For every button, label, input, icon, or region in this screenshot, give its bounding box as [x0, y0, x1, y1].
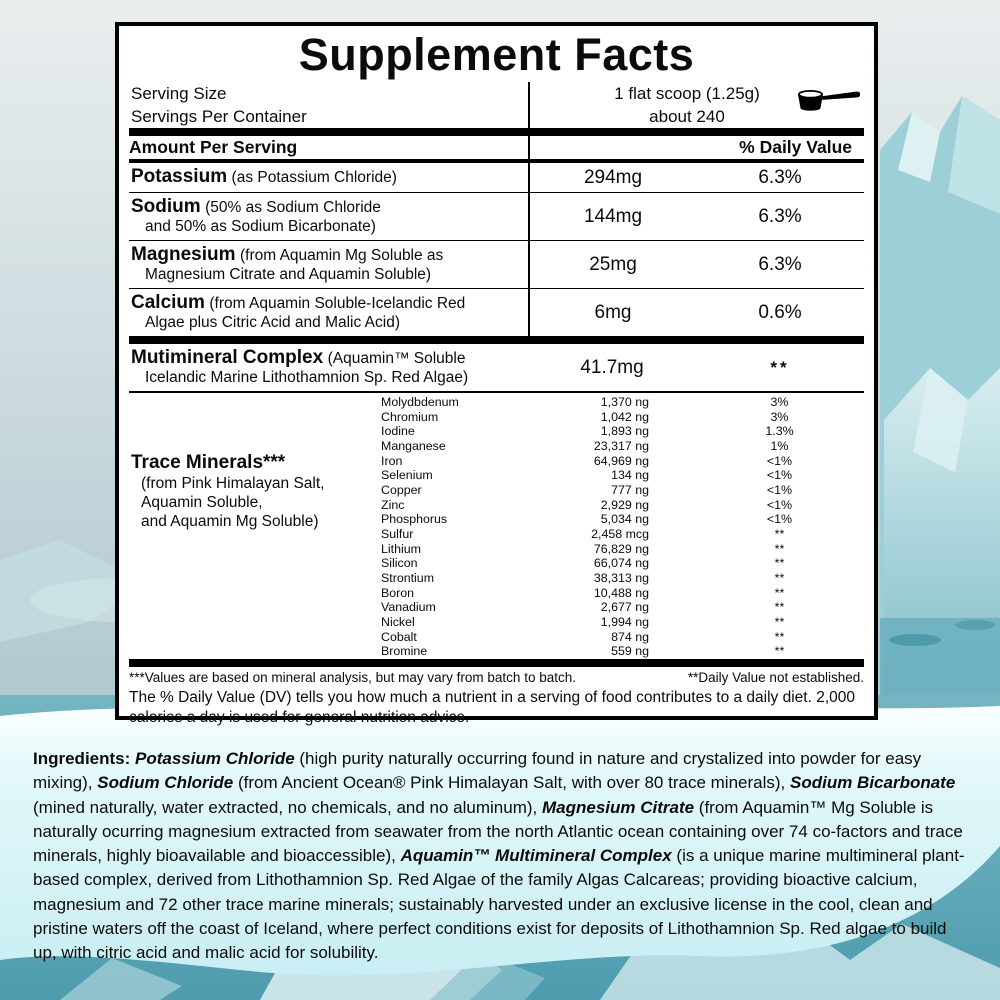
trace-mineral-daily-value: <1%	[766, 482, 793, 497]
servings-per-container-label: Servings Per Container	[131, 106, 307, 126]
trace-minerals-heading: Trace Minerals***	[131, 452, 286, 473]
nutrient-amount: 6mg	[528, 289, 696, 336]
trace-mineral-amount: 76,829 ng	[593, 541, 649, 556]
complex-daily-value: **	[770, 357, 790, 377]
footnote-row	[129, 667, 864, 686]
nutrient-row	[129, 163, 864, 193]
trace-mineral-amount: 2,929 ng	[600, 497, 649, 512]
trace-mineral-daily-value: **	[774, 629, 785, 644]
trace-mineral-daily-value: 3%	[770, 395, 789, 409]
trace-mineral-row	[381, 483, 864, 498]
nutrient-source-detail-line2: Algae plus Citric Acid and Malic Acid)	[145, 314, 401, 331]
nutrient-daily-value: 0.6%	[758, 301, 802, 323]
ingredients-text-segment: Magnesium Citrate	[541, 797, 695, 817]
trace-minerals-label-block	[129, 393, 381, 659]
trace-mineral-row	[381, 542, 864, 557]
nutrient-daily-value: 6.3%	[758, 166, 802, 188]
trace-mineral-daily-value: **	[774, 556, 785, 571]
scoop-icon	[790, 86, 862, 113]
trace-mineral-amount: 23,317 ng	[593, 438, 649, 453]
multimineral-complex-row	[129, 344, 864, 391]
trace-mineral-daily-value: **	[774, 614, 785, 629]
trace-mineral-amount: 38,313 ng	[593, 570, 649, 585]
ingredients-text-segment: (mined naturally, water extracted, no chemicals, and no aluminum),	[33, 797, 542, 817]
trace-mineral-daily-value: <1%	[766, 497, 793, 512]
nutrient-name-cell	[129, 193, 528, 240]
trace-mineral-row	[381, 615, 864, 630]
trace-mineral-amount: 1,042 ng	[600, 409, 649, 424]
nutrient-name-cell	[129, 163, 528, 192]
serving-size-label: Serving Size	[131, 83, 227, 103]
trace-mineral-row	[381, 498, 864, 513]
nutrient-source-detail: (50% as Sodium Chloride	[205, 199, 381, 216]
table-header-row	[129, 136, 864, 159]
trace-mineral-name: Zinc	[381, 497, 405, 512]
trace-mineral-name: Nickel	[381, 614, 415, 629]
trace-mineral-amount: 66,074 ng	[593, 556, 649, 571]
ingredients-text-segment: (from Ancient Ocean® Pink Himalayan Salt, with over 80 trace minerals),	[233, 773, 790, 793]
trace-mineral-row	[381, 395, 864, 410]
trace-mineral-name: Selenium	[381, 468, 433, 483]
trace-mineral-name: Iron	[381, 453, 403, 468]
trace-mineral-amount: 1,370 ng	[600, 395, 649, 409]
trace-mineral-name: Sulfur	[381, 526, 414, 541]
trace-mineral-name: Bromine	[381, 644, 428, 659]
ingredients-text-segment: Potassium Chloride	[135, 749, 295, 768]
nutrient-row	[129, 241, 864, 289]
trace-mineral-daily-value: <1%	[766, 453, 793, 468]
ingredients-text-segment: (from Aquamin™ Mg Soluble is naturally ocurring magnesium extracted from seawater from the north Atlantic ocean containing over 74 co-factors and trace minerals, highly bioavailable and bioaccessible),	[33, 797, 963, 866]
nutrient-row	[129, 289, 864, 337]
thick-divider-bar	[129, 659, 864, 667]
nutrient-name-cell	[129, 241, 528, 288]
complex-name: Mutimineral Complex	[131, 347, 324, 368]
nutrient-daily-value: 6.3%	[758, 253, 802, 275]
ingredients-text-segment: (is a unique marine multimineral plant-based complex, derived from Lithothamnion Sp. Red Algae of the family Algas Calcareas; providing bioactive calcium, magnesium and 72 other trace marine minerals; sustainably harvested under an exclusive license in the cool, clean and pristine waters off the coast of Iceland, where perfect conditions exist for deposits of Lithothamnion Sp. Red algae to build up, with citric acid and malic acid for solubility.	[33, 846, 965, 963]
ingredients-text-segment: Aquamin™ Multimineral Complex	[400, 846, 672, 866]
nutrient-name: Potassium	[131, 166, 228, 187]
trace-mineral-row	[381, 600, 864, 615]
trace-mineral-row	[381, 424, 864, 439]
trace-mineral-row	[381, 571, 864, 586]
complex-detail: (Aquamin™ Soluble	[327, 350, 466, 367]
trace-source-line3: and Aquamin Mg Soluble)	[141, 513, 319, 530]
trace-mineral-daily-value: 3%	[770, 409, 789, 424]
nutrient-daily-value: 6.3%	[758, 205, 802, 227]
nutrient-row	[129, 193, 864, 241]
nutrient-amount: 294mg	[528, 163, 696, 192]
thick-divider-bar	[129, 128, 864, 136]
trace-mineral-amount: 2,458 mcg	[591, 526, 649, 541]
trace-source-line1: (from Pink Himalayan Salt,	[141, 475, 325, 492]
trace-mineral-daily-value: <1%	[766, 512, 793, 527]
trace-mineral-daily-value: **	[774, 541, 785, 556]
trace-mineral-row	[381, 512, 864, 527]
trace-mineral-amount: 2,677 ng	[600, 600, 649, 615]
footnote-dv-not-established: **Daily Value not established.	[687, 670, 864, 685]
nutrient-amount: 144mg	[528, 193, 696, 240]
trace-mineral-row	[381, 630, 864, 645]
daily-value-header: % Daily Value	[528, 136, 864, 159]
servings-per-container-row	[129, 105, 864, 128]
trace-mineral-row	[381, 410, 864, 425]
trace-mineral-row	[381, 586, 864, 601]
trace-mineral-name: Manganese	[381, 438, 446, 453]
trace-mineral-name: Cobalt	[381, 629, 417, 644]
trace-mineral-name: Boron	[381, 585, 415, 600]
footnote-batch-variance: ***Values are based on mineral analysis, but may vary from batch to batch.	[129, 670, 576, 685]
trace-mineral-row	[381, 454, 864, 469]
ingredients-paragraph	[33, 747, 967, 966]
servings-per-container-value: about 240	[528, 105, 864, 128]
trace-mineral-name: Vanadium	[381, 600, 436, 615]
trace-mineral-name: Lithium	[381, 541, 421, 556]
panel-title: Supplement Facts	[298, 29, 695, 80]
trace-mineral-name: Copper	[381, 482, 422, 497]
trace-mineral-row	[381, 556, 864, 571]
ingredients-text-segment: (high purity naturally occurring found in nature and crystalized into powder for easy mixing),	[33, 749, 922, 793]
trace-mineral-row	[381, 439, 864, 454]
supplement-facts-panel	[115, 22, 878, 726]
trace-mineral-daily-value: **	[774, 585, 785, 600]
trace-mineral-amount: 777 ng	[611, 482, 649, 497]
trace-mineral-daily-value: <1%	[766, 468, 793, 483]
ingredients-text-segment: Ingredients:	[33, 749, 136, 768]
serving-size-value: 1 flat scoop (1.25g)	[528, 82, 864, 105]
nutrient-source-detail: (as Potassium Chloride)	[231, 169, 397, 186]
daily-value-explainer: The % Daily Value (DV) tells you how much a nutrient in a serving of food contributes to a daily diet. 2,000 calories a day is used for general nutrition advice.	[129, 689, 856, 726]
ingredients-text-segment: Sodium Chloride	[97, 773, 234, 793]
trace-mineral-daily-value: **	[774, 570, 785, 585]
trace-mineral-amount: 559 ng	[611, 644, 649, 659]
serving-size-row	[129, 82, 864, 105]
thick-divider-bar	[129, 337, 864, 344]
nutrient-source-detail: (from Aquamin Mg Soluble as	[239, 247, 444, 264]
nutrient-name: Sodium	[131, 196, 201, 217]
trace-mineral-amount: 1,893 ng	[600, 424, 649, 439]
nutrient-name: Calcium	[131, 292, 205, 313]
complex-detail-line2: Icelandic Marine Lithothamnion Sp. Red Algae)	[145, 369, 469, 386]
trace-mineral-amount: 134 ng	[611, 468, 649, 483]
trace-mineral-amount: 10,488 ng	[593, 585, 649, 600]
amount-per-serving-header: Amount Per Serving	[129, 137, 298, 157]
trace-minerals-table	[381, 393, 864, 659]
trace-mineral-row	[381, 468, 864, 483]
nutrient-amount: 25mg	[528, 241, 696, 288]
trace-mineral-name: Chromium	[381, 409, 439, 424]
trace-mineral-daily-value: 1%	[770, 438, 789, 453]
complex-amount: 41.7mg	[580, 356, 644, 378]
nutrient-name: Magnesium	[131, 244, 236, 265]
ingredients-text-segment: Sodium Bicarbonate	[789, 773, 956, 793]
trace-mineral-name: Phosphorus	[381, 512, 448, 527]
trace-mineral-daily-value: **	[774, 644, 785, 659]
trace-mineral-amount: 874 ng	[611, 629, 649, 644]
trace-mineral-daily-value: 1.3%	[765, 424, 794, 439]
complex-name-cell	[129, 344, 528, 391]
nutrient-name-cell	[129, 289, 528, 336]
trace-mineral-amount: 64,969 ng	[593, 453, 649, 468]
trace-mineral-name: Silicon	[381, 556, 418, 571]
trace-mineral-row	[381, 644, 864, 659]
trace-mineral-name: Iodine	[381, 424, 415, 439]
trace-mineral-amount: 1,994 ng	[600, 614, 649, 629]
trace-mineral-row	[381, 527, 864, 542]
trace-mineral-name: Strontium	[381, 570, 435, 585]
nutrient-source-detail-line2: Magnesium Citrate and Aquamin Soluble)	[145, 266, 432, 283]
nutrient-source-detail-line2: and 50% as Sodium Bicarbonate)	[145, 218, 376, 235]
trace-minerals-section	[129, 393, 864, 659]
trace-source-line2: Aquamin Soluble,	[141, 494, 263, 511]
trace-mineral-daily-value: **	[774, 526, 785, 541]
trace-mineral-name: Molydbdenum	[381, 395, 459, 409]
trace-mineral-daily-value: **	[774, 600, 785, 615]
nutrient-source-detail: (from Aquamin Soluble-Icelandic Red	[209, 295, 466, 312]
trace-mineral-amount: 5,034 ng	[600, 512, 649, 527]
